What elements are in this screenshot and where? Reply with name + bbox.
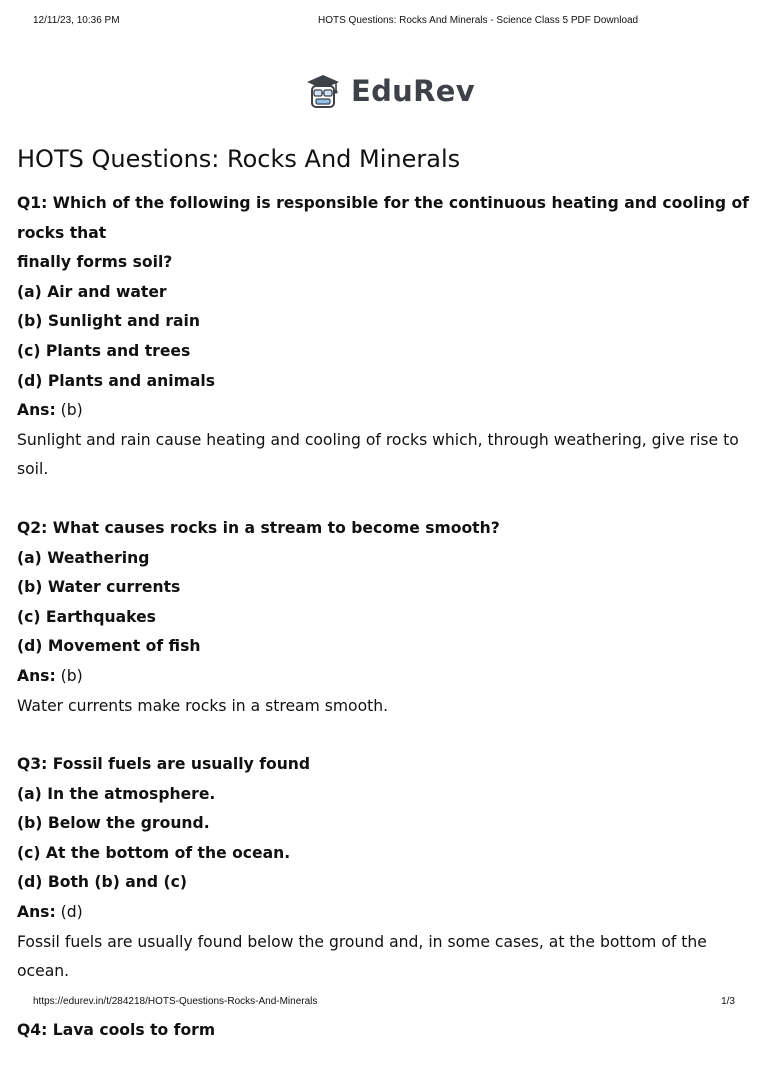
document-body — [17, 140, 757, 1074]
answer-explanation: Sunlight and rain cause heating and cooling of rocks which, through weathering, give rise to soil. — [17, 430, 739, 479]
logo-wordmark: EduRev — [351, 74, 475, 108]
option-b: (b) Sunlight and rain — [17, 312, 200, 331]
option-d: (d) Plants and animals — [17, 371, 215, 390]
print-footer — [33, 996, 738, 1010]
option-a: (a) Air and water — [17, 282, 167, 301]
answer-line — [17, 662, 757, 692]
question-1 — [17, 189, 757, 485]
option-b: (b) Water currents — [17, 578, 181, 597]
option-c: (c) Plants and trees — [17, 341, 191, 360]
option-d: (d) Movement of fish — [17, 637, 201, 656]
question-text: Q3: Fossil fuels are usually found — [17, 755, 311, 774]
question-text: Q1: Which of the following is responsible for the continuous heating and cooling of rocks that — [17, 194, 749, 242]
question-text: Q2: What causes rocks in a stream to become smooth? — [17, 518, 500, 537]
question-text-continued: finally forms soil? — [17, 253, 173, 272]
option-c: (c) At the bottom of the ocean. — [17, 843, 291, 862]
page-number: 1/3 — [721, 996, 735, 1007]
edurev-logo[interactable] — [303, 70, 475, 112]
option-d: (d) Both (b) and (c) — [17, 873, 187, 892]
option-a: (a) Weathering — [17, 548, 150, 567]
answer-label: Ans: — [17, 666, 56, 685]
question-3 — [17, 750, 757, 987]
print-header — [33, 15, 738, 29]
print-document-title: HOTS Questions: Rocks And Minerals - Science Class 5 PDF Download — [318, 15, 639, 26]
answer-line — [17, 898, 757, 928]
answer-line — [17, 396, 757, 426]
option-a: (a) In the atmosphere. — [17, 784, 216, 803]
answer-value: (b) — [60, 666, 83, 685]
question-text: Q4: Lava cools to form — [17, 1020, 216, 1039]
answer-value: (b) — [60, 401, 83, 420]
answer-value: (d) — [60, 903, 83, 922]
answer-explanation: Fossil fuels are usually found below the ground and, in some cases, at the bottom of the ocean. — [17, 932, 707, 981]
answer-explanation: Water currents make rocks in a stream smooth. — [17, 696, 389, 715]
page-title: HOTS Questions: Rocks And Minerals — [17, 145, 461, 173]
graduation-cap-mascot-icon — [303, 71, 343, 111]
source-url-link[interactable]: https://edurev.in/t/284218/HOTS-Questions-Rocks-And-Minerals — [33, 996, 318, 1007]
answer-label: Ans: — [17, 401, 56, 420]
question-2 — [17, 514, 757, 721]
question-4 — [17, 1016, 757, 1046]
option-c: (c) Earthquakes — [17, 607, 156, 626]
answer-label: Ans: — [17, 903, 56, 922]
option-b: (b) Below the ground. — [17, 814, 210, 833]
print-datetime: 12/11/23, 10:36 PM — [33, 15, 120, 26]
